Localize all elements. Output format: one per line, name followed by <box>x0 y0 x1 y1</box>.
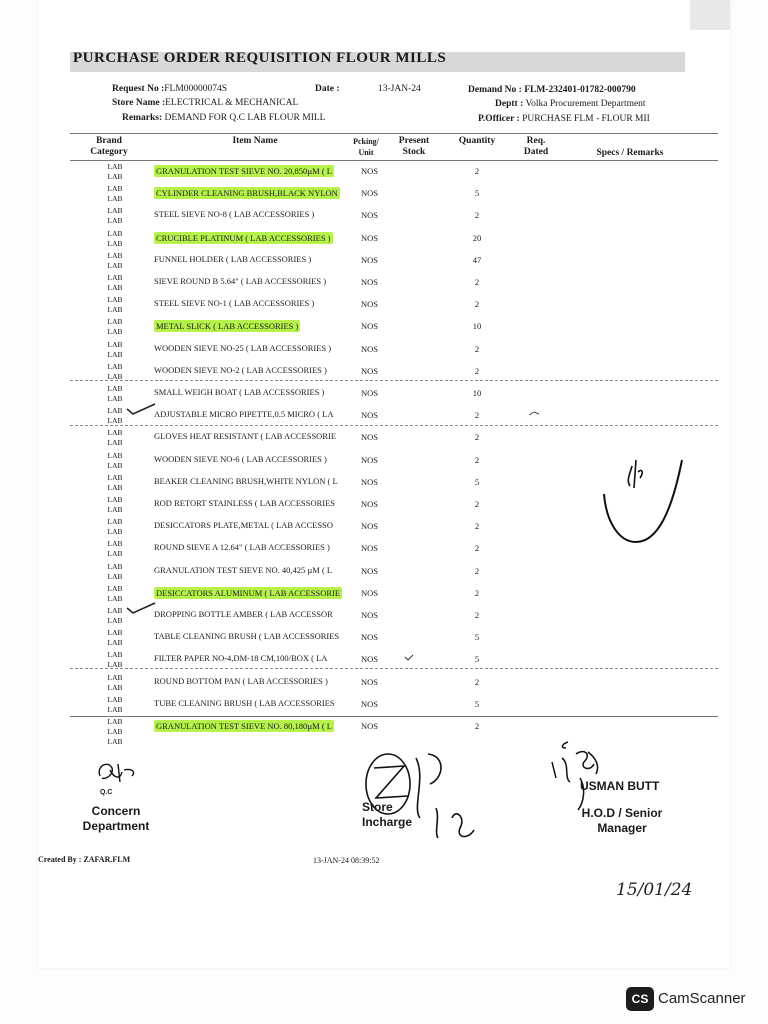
item-name-cell: WOODEN SIEVE NO-6 ( LAB ACCESSORIES ) <box>154 453 327 464</box>
quantity-cell: 2 <box>474 365 480 376</box>
brand-category-cell: LAB LAB <box>107 206 123 226</box>
unit-cell: NOS <box>361 166 379 176</box>
deptt-field <box>495 99 646 109</box>
request-no-value: FLM00000074S <box>164 84 228 94</box>
created-by: Created By : ZAFAR.FLM <box>38 855 131 864</box>
quantity-cell: 2 <box>474 166 480 176</box>
item-name-cell: DROPPING BOTTLE AMBER ( LAB ACCESSOR <box>154 609 333 619</box>
unit-cell: NOS <box>361 232 379 243</box>
item-name-cell: METAL SLICK ( LAB ACCESSORIES ) <box>156 321 299 332</box>
item-name-cell: CRUCIBLE PLATINUM ( LAB ACCESSORIES ) <box>156 232 331 243</box>
col-present-stock: Present Stock <box>398 136 430 157</box>
demand-no-field <box>468 85 636 95</box>
table-row <box>70 673 710 695</box>
page-corner-shadow <box>690 0 730 30</box>
unit-cell: NOS <box>361 521 379 532</box>
deptt-value: Volka Procurement Department <box>525 99 646 109</box>
date-label: Date : <box>315 84 340 94</box>
unit-cell: NOS <box>361 654 379 665</box>
unit-cell: NOS <box>361 632 379 643</box>
unit-cell: NOS <box>361 365 379 376</box>
brand-category-cell: LAB LAB <box>107 583 123 603</box>
quantity-cell: 2 <box>474 299 480 310</box>
col-brand-category-label: Brand Category <box>90 136 128 157</box>
p-officer-label: P.Officer : <box>478 114 520 124</box>
item-name-cell: WOODEN SIEVE NO-2 ( LAB ACCESSORIES ) <box>154 364 327 375</box>
checkmark-icon <box>125 401 157 417</box>
table-row <box>70 606 710 628</box>
table-row <box>70 184 710 206</box>
quantity-cell: 2 <box>474 410 480 421</box>
quantity-cell: 20 <box>472 232 482 243</box>
p-officer-value: PURCHASE FLM - FLOUR MII <box>522 114 650 124</box>
table-row <box>70 384 710 406</box>
item-name-cell: STEEL SIEVE NO-1 ( LAB ACCESSORIES ) <box>154 298 315 309</box>
checkmark-icon <box>125 600 157 616</box>
table-row <box>70 295 710 317</box>
brand-category-cell: LAB LAB <box>107 517 123 537</box>
request-no-label: Request No : <box>112 84 165 94</box>
checkmark-icon <box>404 654 414 662</box>
unit-cell: NOS <box>361 499 379 509</box>
brand-category-cell: LAB LAB <box>107 428 123 448</box>
quantity-cell: 2 <box>474 343 480 354</box>
quantity-cell: 2 <box>474 565 480 576</box>
table-row <box>70 428 710 450</box>
quantity-cell: 5 <box>474 476 480 487</box>
unit-cell: NOS <box>361 299 379 310</box>
table-header-rule <box>70 160 718 161</box>
unit-cell: NOS <box>361 565 379 576</box>
item-name-cell: GLOVES HEAT RESISTANT ( LAB ACCESSORIE <box>154 431 337 442</box>
concern-department-label: Concern Department <box>82 804 150 833</box>
demand-no-label: Demand No : <box>468 85 522 95</box>
table-page-break <box>70 425 718 426</box>
brand-category-cell: LAB LAB <box>107 295 123 315</box>
request-no-field <box>112 84 227 94</box>
quantity-cell: 2 <box>474 499 480 509</box>
quantity-cell: 2 <box>474 543 480 554</box>
brand-category-cell: LAB LAB <box>107 184 123 204</box>
handwritten-date: 15/01/24 <box>616 880 693 900</box>
col-pcking-unit: Pcking/ Unit <box>353 137 379 157</box>
brand-category-cell: LAB LAB <box>107 472 123 492</box>
col-brand-category <box>84 136 134 158</box>
brand-category-cell: LAB LAB <box>107 561 123 581</box>
unit-cell: NOS <box>361 188 379 199</box>
brand-category-cell: LAB LAB <box>107 606 123 625</box>
camscanner-text: CamScanner <box>658 990 746 1007</box>
col-item-name: Item Name <box>232 136 278 146</box>
brand-category-cell: LAB LAB <box>107 250 123 270</box>
table-row <box>70 717 710 746</box>
item-name-cell: FILTER PAPER NO-4,DM-18 CM,100/BOX ( LA <box>154 653 328 664</box>
table-row <box>70 584 710 606</box>
qc-stamp-label: Q.C <box>100 789 113 796</box>
brand-category-cell: LAB LAB <box>107 228 123 248</box>
table-bottom-rule <box>70 716 718 717</box>
brand-category-cell: LAB LAB <box>107 406 123 426</box>
brand-category-cell: LAB LAB LAB <box>107 717 123 746</box>
quantity-cell: 2 <box>474 610 480 620</box>
col-req-dated: Req. Dated <box>523 136 549 157</box>
table-row <box>70 317 710 339</box>
remarks-value: DEMAND FOR Q.C LAB FLOUR MILL <box>164 113 326 123</box>
item-name-cell: ADJUSTABLE MICRO PIPETTE,0.5 MICRO ( LA <box>154 409 334 420</box>
handwritten-initial-mark <box>596 450 686 550</box>
store-name-value: ELECTRICAL & MECHANICAL <box>165 98 299 108</box>
unit-cell: NOS <box>361 454 379 465</box>
store-incharge-label: Store Incharge <box>362 800 413 829</box>
brand-category-cell: LAB LAB <box>107 450 123 470</box>
camscanner-logo: CS <box>626 987 654 1011</box>
table-page-break <box>70 668 718 669</box>
item-name-cell: STEEL SIEVE NO-8 ( LAB ACCESSORIES ) <box>154 209 315 220</box>
created-at: 13-JAN-24 08:39:52 <box>313 856 380 865</box>
item-name-cell: FUNNEL HOLDER ( LAB ACCESSORIES ) <box>154 253 312 264</box>
brand-category-cell: LAB LAB <box>107 628 123 648</box>
table-row <box>70 273 710 295</box>
store-name-label: Store Name : <box>112 98 166 108</box>
table-page-break <box>70 380 718 381</box>
unit-cell: NOS <box>361 432 379 443</box>
item-name-cell: SIEVE ROUND B 5.64" ( LAB ACCESSORIES ) <box>154 276 327 286</box>
item-name-cell: GRANULATION TEST SIEVE NO. 20,850µM ( L <box>156 166 332 176</box>
brand-category-cell: LAB LAB <box>107 162 123 181</box>
table-row <box>70 229 710 251</box>
brand-category-cell: LAB LAB <box>107 361 123 381</box>
remarks-label: Remarks: <box>122 113 163 123</box>
item-name-cell: DESICCATORS PLATE,METAL ( LAB ACCESSO <box>154 520 334 531</box>
unit-cell: NOS <box>361 388 379 398</box>
unit-cell: NOS <box>361 610 379 620</box>
brand-category-cell: LAB LAB <box>107 384 123 403</box>
store-name-field <box>112 98 298 108</box>
p-officer-field <box>478 114 650 124</box>
brand-category-cell: LAB LAB <box>107 650 123 670</box>
quantity-cell: 10 <box>472 321 482 332</box>
quantity-cell: 2 <box>474 676 480 687</box>
unit-cell: NOS <box>361 410 379 421</box>
quantity-cell: 2 <box>474 721 480 731</box>
table-row <box>70 628 710 650</box>
deptt-label: Deptt : <box>495 99 524 109</box>
unit-cell: NOS <box>361 254 379 265</box>
quantity-cell: 5 <box>474 188 480 199</box>
quantity-cell: 2 <box>474 587 480 598</box>
quantity-cell: 2 <box>474 277 480 287</box>
brand-category-cell: LAB LAB <box>107 495 123 514</box>
unit-cell: NOS <box>361 277 379 287</box>
quantity-cell: 2 <box>474 432 480 443</box>
unit-cell: NOS <box>361 343 379 354</box>
item-name-cell: BEAKER CLEANING BRUSH,WHITE NYLON ( L <box>154 475 338 486</box>
table-row <box>70 206 710 228</box>
quantity-cell: 47 <box>472 254 482 265</box>
unit-cell: NOS <box>361 676 379 687</box>
remarks-field <box>122 113 325 123</box>
quantity-cell: 2 <box>474 521 480 532</box>
quantity-cell: 5 <box>474 698 480 709</box>
item-name-cell: ROD RETORT STAINLESS ( LAB ACCESSORIES <box>154 498 336 508</box>
brand-category-cell: LAB LAB <box>107 694 123 714</box>
item-name-cell: GRANULATION TEST SIEVE NO. 40,425 µM ( L <box>154 564 333 575</box>
hod-name: USMAN BUTT <box>580 779 660 793</box>
hod-title: H.O.D / Senior Manager <box>581 806 663 835</box>
item-name-cell: ROUND SIEVE A 12.64" ( LAB ACCESSORIES ) <box>154 542 330 553</box>
table-row <box>70 650 710 672</box>
unit-cell: NOS <box>361 210 379 221</box>
unit-cell: NOS <box>361 721 379 731</box>
quantity-cell: 2 <box>474 210 480 221</box>
table-row <box>70 340 710 362</box>
quantity-cell: 5 <box>474 632 480 643</box>
brand-category-cell: LAB LAB <box>107 339 123 359</box>
document-title: PURCHASE ORDER REQUISITION FLOUR MILLS <box>73 50 447 66</box>
quantity-cell: 2 <box>474 454 480 465</box>
brand-category-cell: LAB LAB <box>107 672 123 692</box>
brand-category-cell: LAB LAB <box>107 317 123 337</box>
table-row <box>70 562 710 584</box>
table-top-rule <box>70 133 718 134</box>
quantity-cell: 5 <box>474 654 480 665</box>
col-quantity: Quantity <box>458 136 496 146</box>
brand-category-cell: LAB LAB <box>107 539 123 559</box>
date-field <box>315 84 340 94</box>
brand-category-cell: LAB LAB <box>107 273 123 292</box>
item-name-cell: ROUND BOTTOM PAN ( LAB ACCESSORIES ) <box>154 675 328 686</box>
table-row <box>70 695 710 717</box>
date-value: 13-JAN-24 <box>378 84 421 94</box>
unit-cell: NOS <box>361 321 379 332</box>
item-name-cell: CYLINDER CLEANING BRUSH,BLACK NYLON <box>156 188 338 199</box>
unit-cell: NOS <box>361 587 379 598</box>
item-name-cell: TABLE CLEANING BRUSH ( LAB ACCESSORIES <box>154 631 340 642</box>
unit-cell: NOS <box>361 543 379 554</box>
table-row <box>70 162 710 184</box>
checkmark-icon <box>528 410 540 418</box>
item-name-cell: GRANULATION TEST SIEVE NO. 80,180µM ( L <box>156 721 332 731</box>
item-name-cell: TUBE CLEANING BRUSH ( LAB ACCESSORIES <box>154 697 335 708</box>
unit-cell: NOS <box>361 698 379 709</box>
table-row <box>70 251 710 273</box>
unit-cell: NOS <box>361 476 379 487</box>
item-name-cell: DESICCATORS ALUMINUM ( LAB ACCESSORIE <box>156 587 341 598</box>
demand-no-value: FLM-232401-01782-000790 <box>524 85 636 95</box>
item-name-cell: SMALL WEIGH BOAT ( LAB ACCESSORIES ) <box>154 387 325 397</box>
quantity-cell: 10 <box>472 388 482 398</box>
item-name-cell: WOODEN SIEVE NO-25 ( LAB ACCESSORIES ) <box>154 342 332 353</box>
col-specs-remarks: Specs / Remarks <box>596 148 664 158</box>
